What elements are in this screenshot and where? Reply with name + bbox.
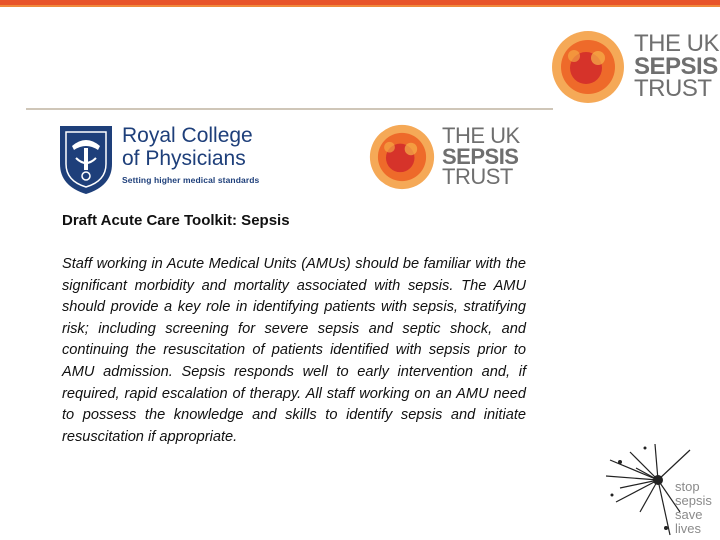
top-accent-bar bbox=[0, 0, 720, 7]
logo-line-2: SEPSIS bbox=[442, 143, 519, 169]
logo-line-3: TRUST bbox=[442, 164, 513, 190]
document-title: Draft Acute Care Toolkit: Sepsis bbox=[62, 212, 290, 229]
uk-sepsis-trust-logo bbox=[550, 30, 719, 104]
rcp-tagline: Setting higher medical standards bbox=[122, 175, 260, 185]
sepsis-burst-icon bbox=[550, 30, 626, 104]
logo-line-1: THE UK bbox=[442, 122, 520, 148]
logo-line-2: SEPSIS bbox=[634, 52, 718, 80]
header-divider bbox=[26, 108, 553, 110]
rcp-logo bbox=[58, 124, 259, 196]
logo-line-3: TRUST bbox=[634, 75, 712, 103]
footer-logo-line-3: save bbox=[675, 507, 703, 522]
footer-logo-line-4: lives bbox=[675, 521, 702, 536]
document-sepsis-trust-logo bbox=[368, 124, 520, 190]
sepsis-burst-icon bbox=[368, 124, 436, 190]
rcp-name-line-2: of Physicians bbox=[122, 147, 246, 170]
logo-line-1: THE UK bbox=[634, 29, 720, 57]
footer-logo-line-2: sepsis bbox=[675, 493, 712, 508]
stop-sepsis-save-lives-logo bbox=[600, 440, 718, 540]
footer-logo-line-1: stop bbox=[675, 479, 700, 494]
rcp-crest-icon bbox=[58, 124, 114, 196]
document-body: Staff working in Acute Medical Units (AMUs) should be familiar with the significant morbidity and mortality associated with sepsis. The AMU should provide a key role in identifying patients with sepsis, stratifying risk; including screening for severe sepsis and septic shock, and continuing the resuscitation of patients identified with sepsis prior to AMU admission. Sepsis responds well to early intervention and, if required, rapid escalation of therapy. All staff working on an AMU need to possess the knowledge and skills to identify sepsis and initiate resuscitation if appropriate. bbox=[62, 256, 526, 445]
rcp-name-line-1: Royal College bbox=[122, 124, 253, 147]
